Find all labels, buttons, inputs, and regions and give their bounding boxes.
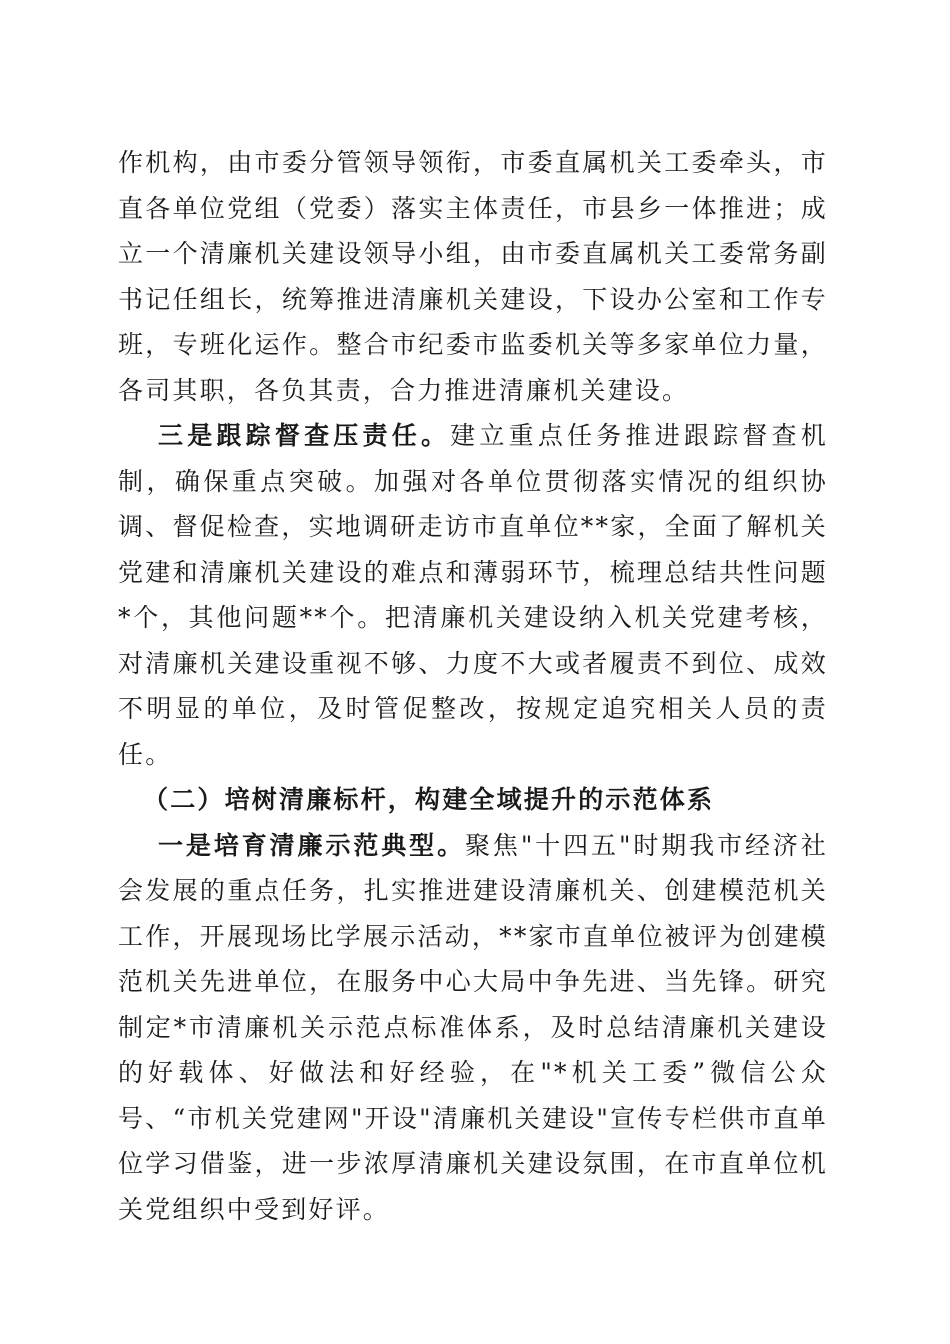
paragraph-text: 作机构，由市委分管领导领衔，市委直属机关工委牵头，市直各单位党组（党委）落实主体责任，市县乡一体推进；成立一个清廉机关建设领导小组，由市委直属机关工委常务副书记任组长，统筹推进清廉机关建设，下设办公室和工作专班，专班化运作。整合市纪委市监委机关等多家单位力量，各司其职，各负其责，合力推进清廉机关建设。 xyxy=(118,148,828,405)
paragraph-text: 建立重点任务推进跟踪督查机制，确保重点突破。加强对各单位贯彻落实情况的组织协调、督促检查，实地调研走访市直单位**家，全面了解机关党建和清廉机关建设的难点和薄弱环节，梳理总结共性问题*个，其他问题**个。把清廉机关建设纳入机关党建考核，对清廉机关建设重视不够、力度不大或者履责不到位、成效不明显的单位，及时管促整改，按规定追究相关人员的责任。 xyxy=(118,421,828,769)
paragraph-text: 聚焦"十四五"时期我市经济社会发展的重点任务，扎实推进建设清廉机关、创建模范机关工作，开展现场比学展示活动，**家市直单位被评为创建模范机关先进单位，在服务中心大局中争先进、当先锋。研究制定*市清廉机关示范点标准体系，及时总结清廉机关建设的好载体、好做法和好经验，在"*机关工委”微信公众号、“市机关党建网"开设"清廉机关建设"宣传专栏供市直单位学习借鉴，进一步浓厚清廉机关建设氛围，在市直单位机关党组织中受到好评。 xyxy=(118,830,828,1224)
paragraph-lead: 一是培育清廉示范典型。 xyxy=(158,830,465,860)
document-body xyxy=(118,140,828,1232)
paragraph-point-three xyxy=(118,413,828,777)
paragraph-lead: 三是跟踪督查压责任。 xyxy=(158,421,451,450)
paragraph-point-one xyxy=(118,823,828,1233)
section-heading xyxy=(118,777,828,823)
section-heading-text: （二）培树清廉标杆，构建全域提升的示范体系 xyxy=(143,785,715,814)
paragraph-continuation xyxy=(118,140,828,413)
